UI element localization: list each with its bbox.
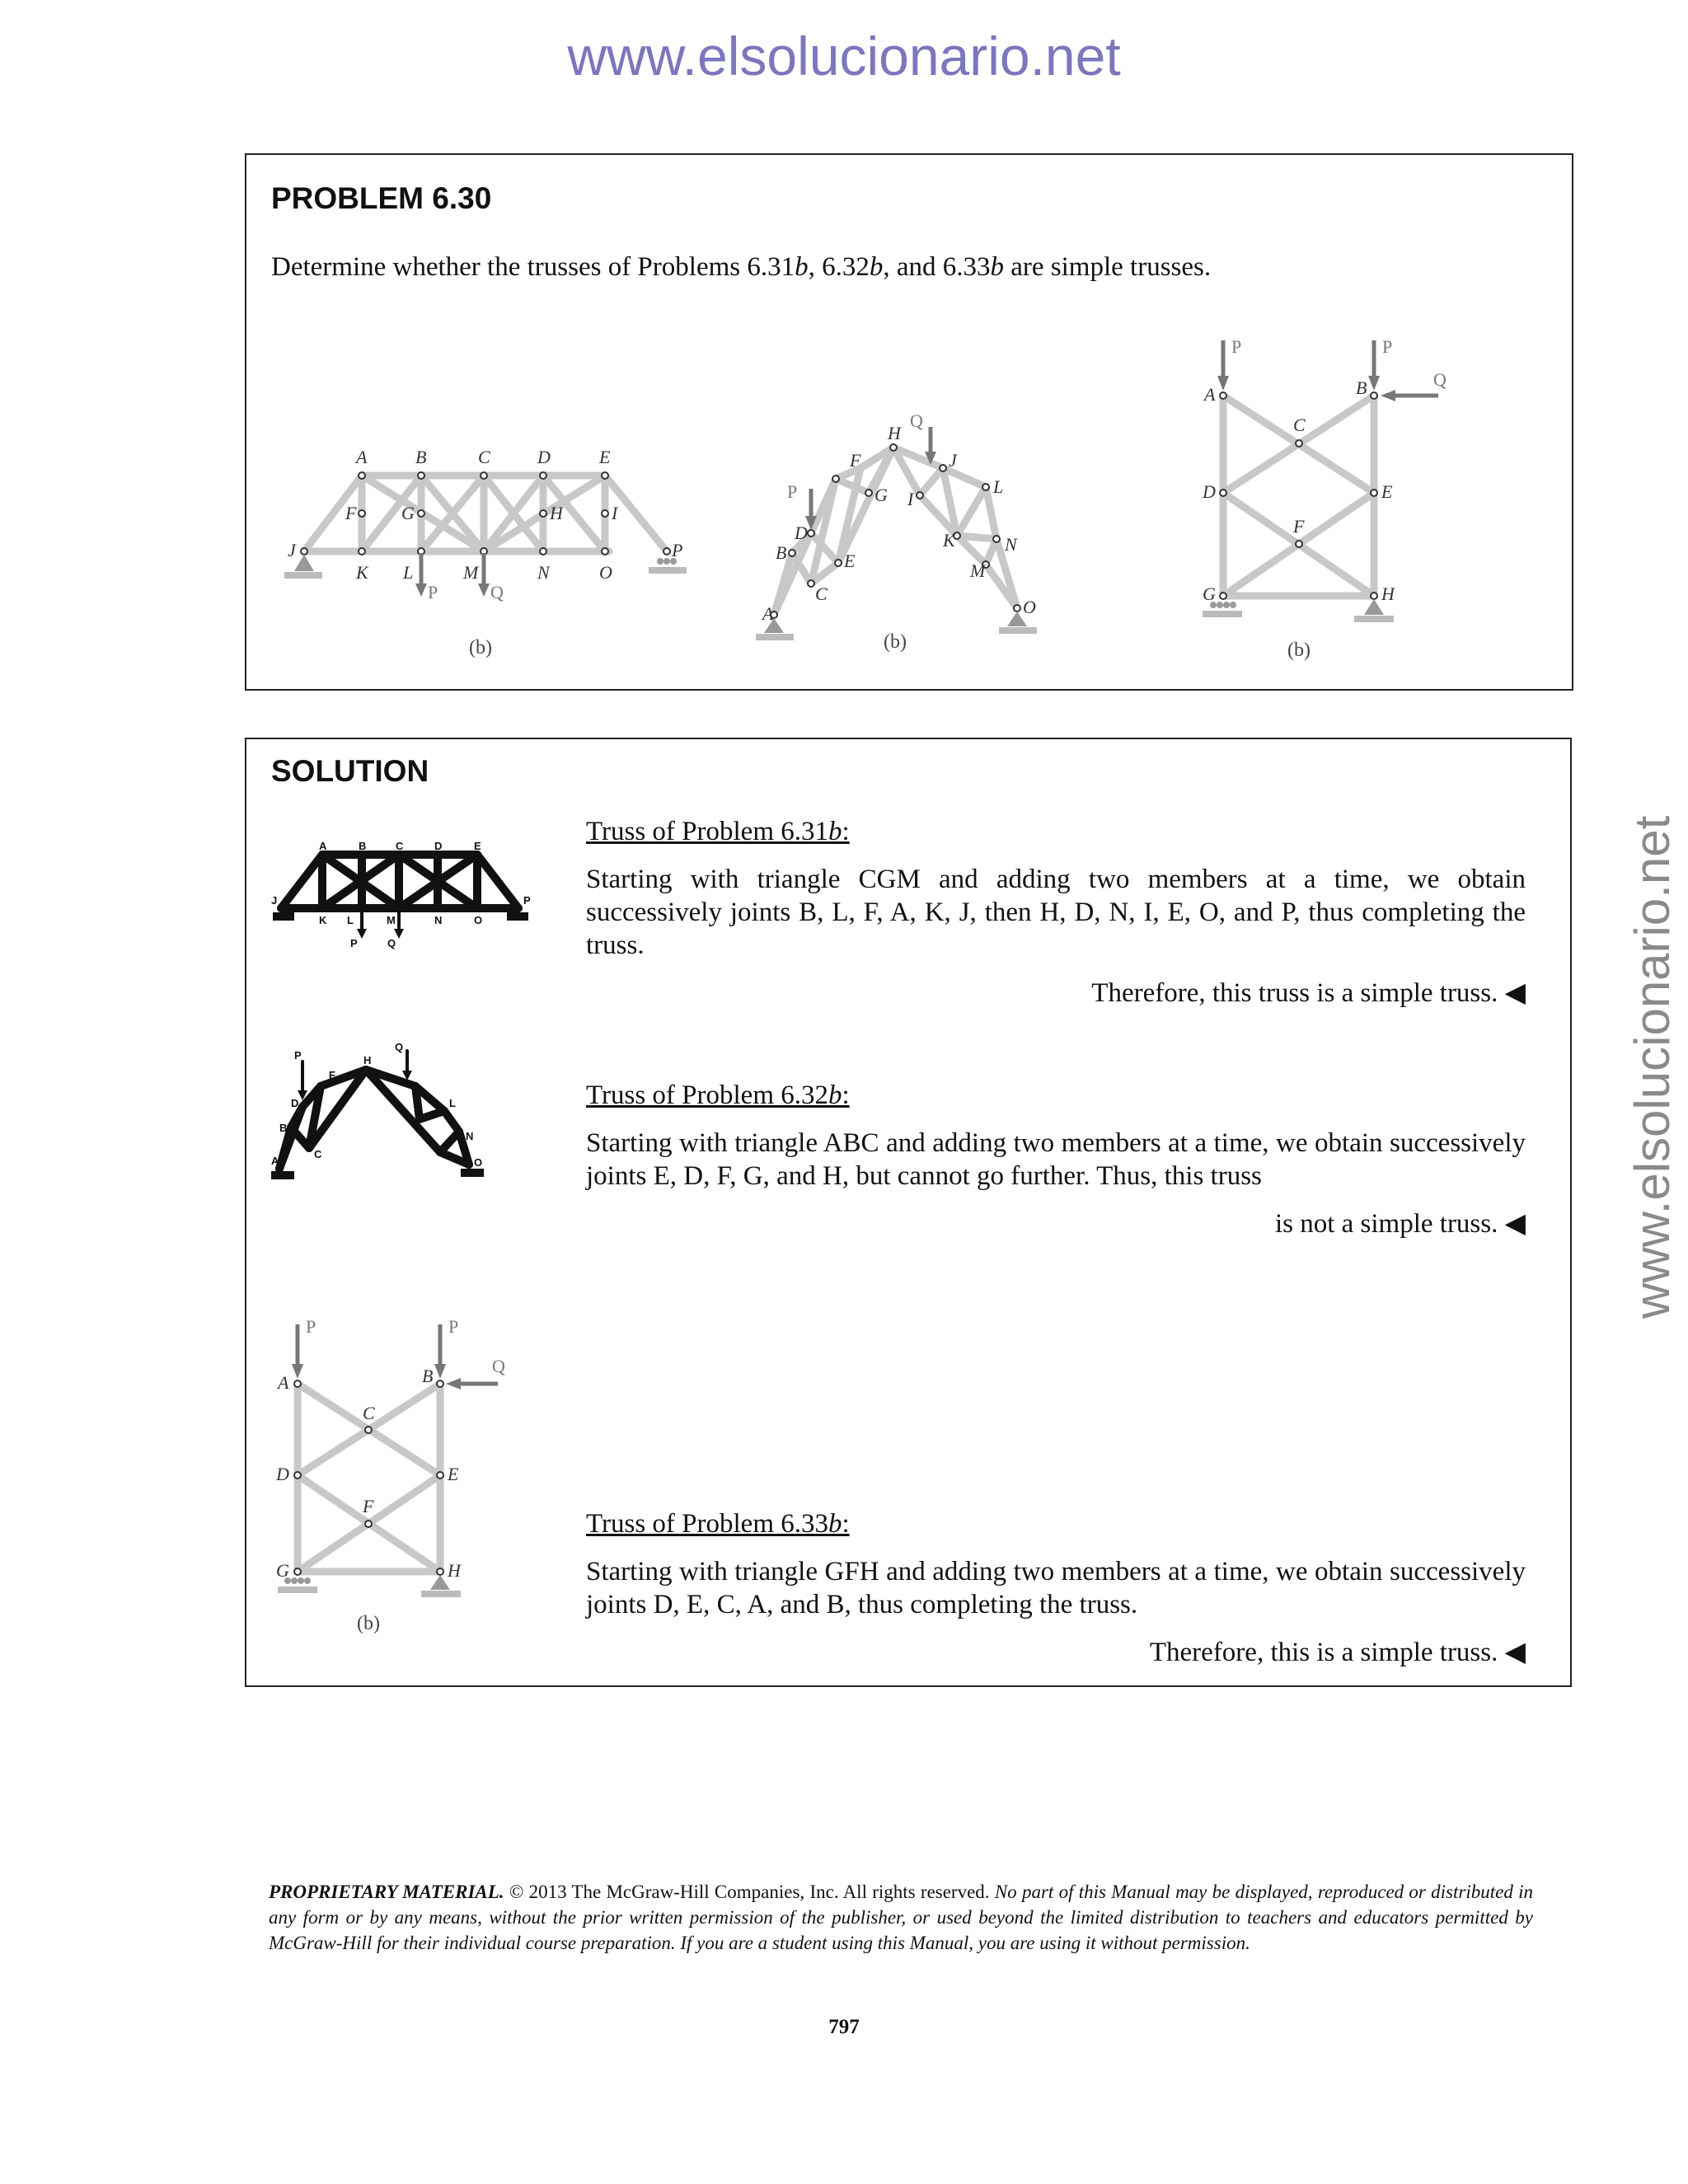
sketch-label-H: H [363,1054,372,1066]
joint-label-I: I [907,489,914,509]
joint-label-F: F [345,503,357,523]
solution-heading: SOLUTION [271,754,429,788]
solution-body: Starting with triangle CGM and adding two members at a time, we obtain successively joints B, L, F, A, K, J, then H, D, N, I, E, O, and P, thus completing the truss. [586,865,1526,960]
joint-label-B: B [1356,377,1367,398]
joint-label-E: E [599,447,611,467]
joint-label-C: C [478,447,490,467]
sketch-load-Q: Q [492,1356,505,1376]
problem-box [245,153,1573,691]
truss-figure-6-32b [733,402,1112,674]
sketch-label-E: E [448,1464,459,1484]
joint-label-M: M [463,562,479,583]
joint-label-M: M [970,560,986,581]
joint-label-B: B [776,542,787,563]
truss-joints [771,444,1020,618]
figure-caption: (b) [1287,640,1311,661]
joint-label-D: D [1203,481,1216,502]
joint-label-O: O [599,562,612,583]
sketch-label-J: J [271,894,278,907]
solution-body: Starting with triangle GFH and adding two members at a time, we obtain successively joints D, E, C, A, and B, thus completing the truss. [586,1557,1526,1619]
truss-sketch-6-32b [271,1041,494,1197]
solution-body: Starting with triangle ABC and adding two members at a time, we obtain successively joints E, D, F, G, and H, but cannot go further. Thus, this truss [586,1128,1526,1191]
sketch-label-O: O [474,1156,483,1169]
joint-label-F: F [1293,516,1305,537]
sketch-label-P: P [523,894,531,907]
watermark-side: www.elsolucionario.net [1625,815,1680,1319]
solution-item-6-31b [586,815,1526,1010]
joint-label-A: A [762,603,774,624]
load-label-P: P [787,481,798,502]
solution-conclusion: is not a simple truss. ◀ [1274,1209,1526,1239]
load-label-P2: P [1382,336,1393,357]
sketch-label-A: A [271,1155,279,1167]
joint-label-A: A [1204,384,1216,405]
sketch-label-H: H [448,1560,461,1581]
sketch-label-D: D [276,1464,289,1484]
sketch-label-M: M [387,914,396,926]
truss-sketch-6-31b [271,838,535,954]
joint-label-K: K [356,562,368,583]
joint-label-K: K [943,530,955,551]
sketch-label-N: N [434,914,443,926]
truss-sketch-6-33b [263,1300,527,1646]
joint-label-G: G [1203,583,1216,604]
sketch-label-F: F [363,1496,374,1516]
page-number: 797 [828,2016,860,2038]
solution-conclusion: Therefore, this is a simple truss. ◀ [1149,1638,1526,1667]
load-label-P: P [428,582,438,602]
joint-label-O: O [1023,597,1036,617]
solution-title: Truss of Problem 6.32b: [586,1080,850,1110]
load-label-Q: Q [490,582,504,602]
joint-label-E: E [1381,481,1393,502]
joint-label-I: I [612,503,618,523]
supports [1203,599,1394,622]
joint-label-B: B [415,447,427,467]
figure-caption: (b) [357,1613,380,1634]
load-label-Q: Q [1433,369,1447,390]
sketch-label-D: D [434,840,443,852]
sketch-label-L: L [347,914,354,926]
joint-label-D: D [537,447,551,467]
joint-label-G: G [401,503,415,523]
solution-box [245,738,1572,1687]
sketch-label-B: B [359,840,367,852]
sketch-label-N: N [466,1130,474,1142]
truss-figure-6-33b [1186,328,1466,674]
sketch-label-L: L [449,1097,456,1109]
sketch-load-Q: Q [387,937,396,949]
sketch-label-K: K [319,914,327,926]
sketch-label-A: A [278,1372,289,1393]
joint-label-H: H [550,503,563,523]
load-arrows [415,553,490,597]
truss-figure-6-31b [279,435,692,674]
sketch-label-G: G [276,1560,289,1581]
sketch-label-B: B [279,1122,288,1134]
sketch-load-Q: Q [395,1041,404,1053]
joint-label-F: F [850,450,861,471]
sketch-load-P: P [294,1049,302,1062]
sketch-load-P: P [350,937,358,949]
sketch-load-P2: P [448,1316,459,1337]
sketch-label-B: B [422,1366,434,1386]
joint-label-A: A [356,447,368,467]
solution-title: Truss of Problem 6.31b: [586,817,850,846]
sketch-label-C: C [363,1403,375,1423]
sketch-load-P1: P [306,1316,316,1337]
joint-label-P: P [672,540,683,560]
sketch-label-O: O [474,914,483,926]
load-label-Q: Q [910,410,923,431]
sketch-label-C: C [314,1148,322,1160]
problem-heading: PROBLEM 6.30 [271,181,492,215]
joint-label-C: C [815,583,828,604]
joint-label-J: J [288,540,296,560]
joint-label-H: H [1381,583,1395,604]
solution-item-6-33b [586,1507,1526,1669]
solution-title: Truss of Problem 6.33b: [586,1509,850,1539]
joint-label-L: L [403,562,414,583]
solution-conclusion: Therefore, this truss is a simple truss. ◀ [1091,978,1526,1008]
sketch-label-F: F [329,1069,335,1081]
proprietary-notice: PROPRIETARY MATERIAL. © 2013 The McGraw-Hill Companies, Inc. All rights reserved. No part of this Manual may be displayed, reproduced or distributed in any form or by any means, without the prior written permission of the publisher, or used beyond the limited distribution to teachers and educators permitted by McGraw-Hill for their individual course preparation. If you are a student using this Manual, you are using it without permission. [269,1882,1533,1953]
load-arrows [1217,340,1438,401]
watermark-top: www.elsolucionario.net [567,26,1121,87]
figure-caption: (b) [884,631,907,653]
sketch-label-A: A [319,840,327,852]
problem-statement: Determine whether the trusses of Problems 6.31b, 6.32b, and 6.33b are simple trusses. [271,252,1212,282]
sketch-label-D: D [291,1097,299,1109]
solution-item-6-32b [586,1079,1526,1240]
figure-caption: (b) [469,637,492,658]
sketch-label-C: C [396,840,404,852]
joint-label-H: H [888,423,901,443]
load-label-P1: P [1231,336,1242,357]
joint-label-N: N [1005,534,1017,555]
joint-label-E: E [844,551,856,571]
joint-label-N: N [537,562,550,583]
joint-label-G: G [874,485,888,505]
sketch-label-E: E [474,840,481,852]
joint-label-C: C [1293,415,1306,435]
joint-label-L: L [993,476,1004,497]
joint-label-D: D [795,523,808,543]
joint-label-J: J [949,450,957,471]
